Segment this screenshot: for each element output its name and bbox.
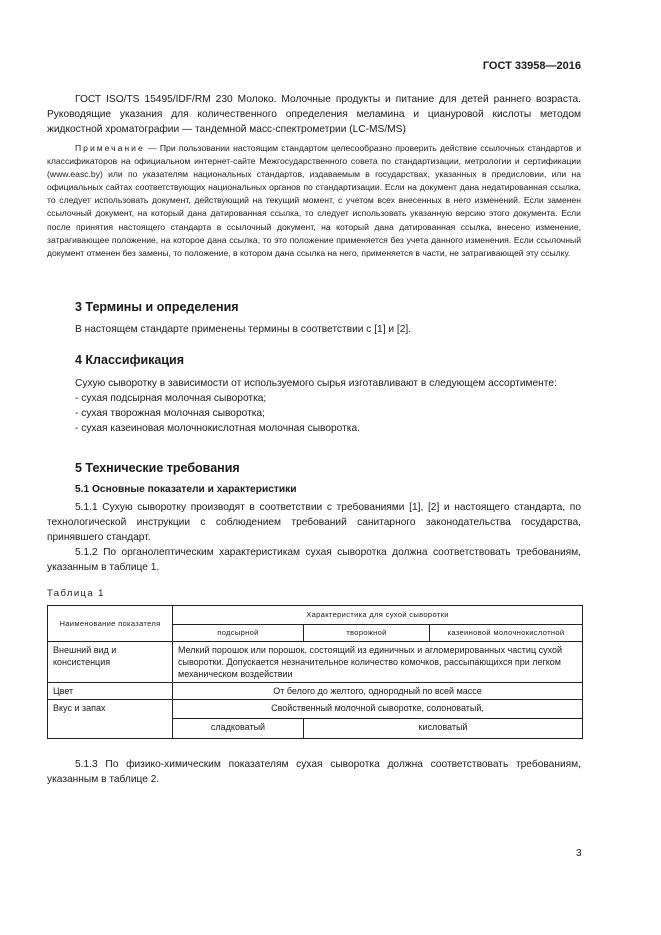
table-header-row	[48, 606, 583, 625]
paragraph-5-1-3-block	[47, 757, 581, 787]
note-paragraph	[47, 142, 581, 260]
row-name-color: Цвет	[48, 683, 173, 700]
table-row	[48, 683, 583, 700]
section-4	[47, 353, 581, 436]
section-3-text: В настоящем стандарте применены термины в соответствии с [1] и [2].	[75, 324, 412, 335]
reference-entry	[47, 92, 581, 137]
header-podsyrnoy: подсырной	[173, 625, 304, 642]
list-item: - сухая подсырная молочная сыворотка;	[75, 393, 267, 404]
header-tvorozhnoy: творожной	[304, 625, 430, 642]
header-kazeinovoy: казеиновой молочнокислотной	[430, 625, 583, 642]
row-value-appearance: Мелкий порошок или порошок, состоящий из единичных и агломерированных частиц сухой сыворотки. Допускается незначительное количество комочков, рассыпающихся при легком механическом воздействии	[173, 642, 583, 683]
header-indicator-name: Наименование показателя	[48, 606, 173, 642]
note-block	[47, 142, 581, 260]
page-number: 3	[576, 848, 582, 859]
row-name-taste: Вкус и запах	[48, 700, 173, 739]
row-value-taste-sourish: кисловатый	[304, 719, 583, 739]
row-name-appearance: Внешний вид и консистенция	[48, 642, 173, 683]
section-3	[47, 300, 581, 337]
doc-header: ГОСТ 33958—2016	[482, 60, 581, 72]
row-value-color: От белого до желтого, однородный по всей массе	[173, 683, 583, 700]
note-text: — При пользовании настоящим стандартом целесообразно проверить действие ссылочных стандартов и классификаторов на официальном интернет-сайте Межгосударственного совета по стандартизации, метрологии и сертификации (www.easc.by) или по указателям национальных стандартов, издаваемым в государствах, указанных в предисловии, или на официальных сайтах соответствующих национальных органов по стандартизации. Если на документ дана недатированная ссылка, то следует использовать документ, действующий на текущий момент, с учетом всех внесенных в него изменений. Если заменен ссылочный документ, на который дана датированная ссылка, то следует использовать указанную версию этого документа. Если после принятия настоящего стандарта в ссылочный документ, на который дана датированная ссылка, внесено изменение, затрагивающее положение, на которое дана ссылка, то это положение применяется без учета данного изменения. Если ссылочный документ отменен без замены, то положение, в котором дана ссылка на него, применяется в части, не затрагивающей эту ссылку.	[47, 143, 581, 258]
table-caption: Таблица 1	[47, 588, 105, 599]
section-3-title: 3 Термины и определения	[75, 300, 239, 314]
table-row	[48, 700, 583, 719]
header-characteristic: Характеристика для сухой сыворотки	[173, 606, 583, 625]
row-value-taste-sweetish: сладковатый	[173, 719, 304, 739]
paragraph-5-1-2: 5.1.2 По органолептическим характеристикам сухая сыворотка должна соответствовать требованиям, указанным в таблице 1.	[47, 547, 581, 573]
table-1-block	[47, 588, 581, 739]
list-item: - сухая творожная молочная сыворотка;	[75, 408, 265, 419]
row-value-taste: Свойственный молочной сыворотке, солоноватый,	[173, 700, 583, 719]
section-4-intro: Сухую сыворотку в зависимости от используемого сырья изготавливают в следующем ассортименте:	[75, 378, 557, 389]
subsection-5-1-title: 5.1 Основные показатели и характеристики	[75, 484, 297, 495]
list-item: - сухая казеиновая молочнокислотная молочная сыворотка.	[75, 423, 360, 434]
classification-list	[47, 391, 581, 436]
section-4-title: 4 Классификация	[75, 353, 185, 367]
reference-gost-iso: ГОСТ ISO/TS 15495/IDF/RM 230 Молоко. Молочные продукты и питание для детей раннего возраста. Руководящие указания для количественного определения меламина и циануровой кислоты методом жидкостной хроматографии — тандемной масс-спектрометрии (LC-MS/MS)	[47, 94, 581, 135]
paragraph-5-1-3: 5.1.3 По физико-химическим показателям сухая сыворотка должна соответствовать требованиям, указанным в таблице 2.	[47, 759, 581, 785]
section-5-title: 5 Технические требования	[75, 461, 240, 475]
table-row	[48, 642, 583, 683]
paragraph-5-1-1: 5.1.1 Сухую сыворотку производят в соответствии с требованиями [1], [2] и настоящего стандарта, по технологической инструкции с соблюдением требований санитарного законодательства государства, принявшего стандарт.	[47, 502, 581, 543]
note-label: Примечание	[75, 143, 145, 153]
section-5	[47, 461, 581, 575]
organoleptic-table	[47, 605, 583, 739]
